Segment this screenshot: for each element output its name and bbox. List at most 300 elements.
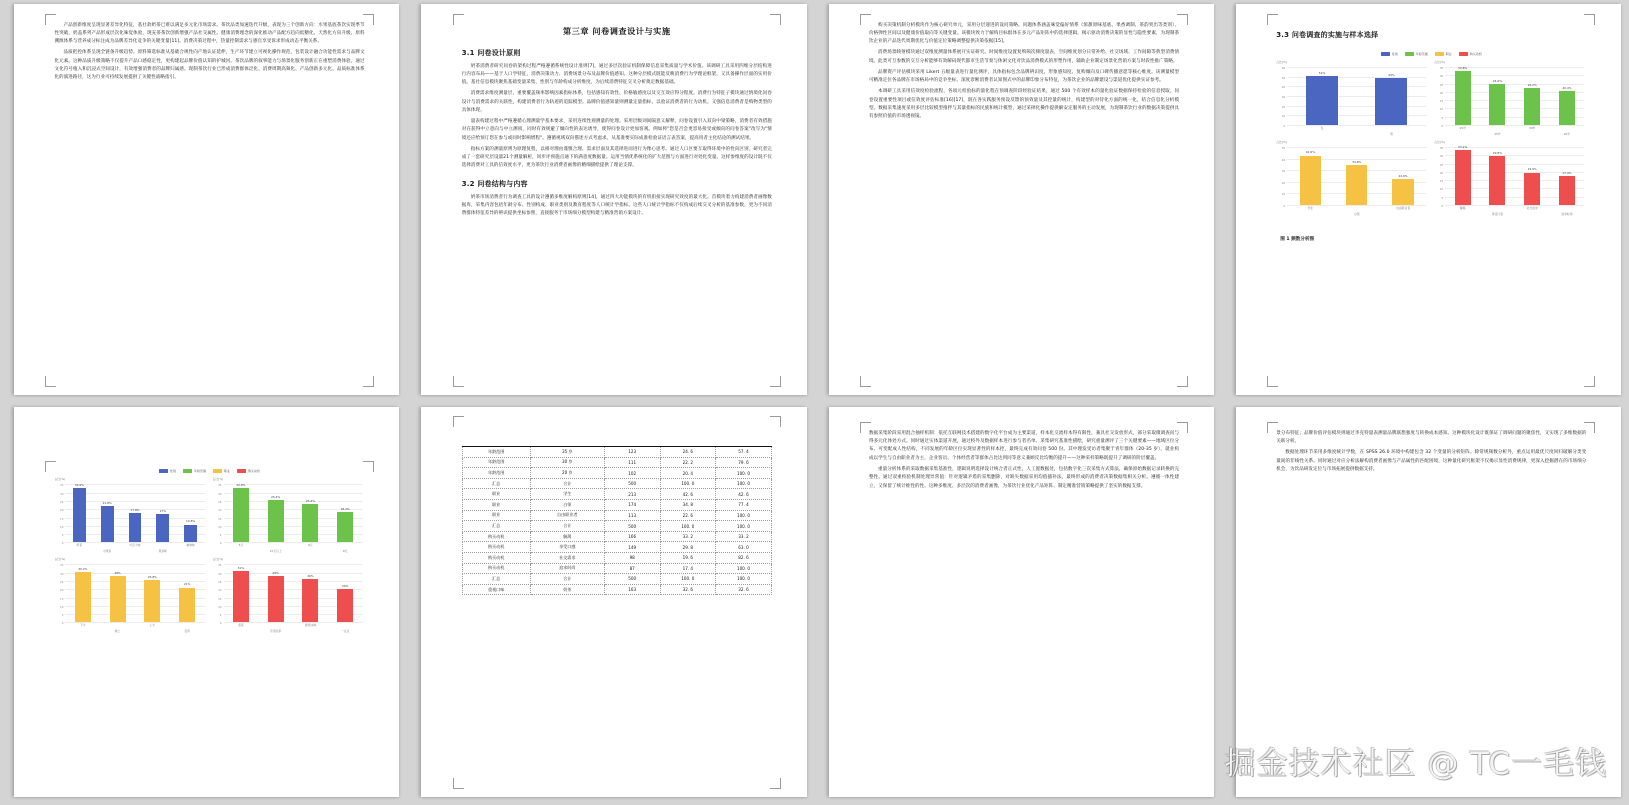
table-cell: 100. 0	[660, 521, 716, 532]
chart-y-tick: 30	[60, 491, 64, 496]
table-cell: 213	[604, 489, 660, 500]
crop-mark-icon	[860, 376, 871, 387]
chart-bar-value-label: 17.4%	[1562, 171, 1572, 176]
table-cell: 123	[604, 447, 660, 458]
chart-x-tick: 5元	[238, 543, 244, 548]
chart-bar	[1306, 76, 1338, 125]
chart-y-axis-label: 占比(%)	[212, 557, 224, 562]
crop-mark-icon	[1584, 422, 1595, 433]
document-page-4[interactable]	[1236, 4, 1621, 395]
crop-mark-icon	[860, 422, 871, 433]
document-page-2[interactable]	[421, 4, 806, 395]
table-cell: 82. 6	[716, 553, 772, 564]
table-cell: 职业	[462, 510, 530, 521]
legend-label: 职业	[224, 469, 231, 474]
chart-bar-column	[93, 484, 121, 542]
table-row	[462, 563, 771, 574]
chart-bar-column	[1550, 67, 1585, 125]
chart-bar-value-label: 32.8%	[236, 482, 246, 487]
table-cell: 社交需求	[530, 553, 604, 564]
chart-bar	[75, 572, 91, 622]
chart-bar	[184, 525, 197, 543]
chart-bar	[1455, 71, 1471, 125]
legend-item	[213, 469, 230, 474]
chart-bar	[337, 589, 353, 622]
table-row	[462, 489, 771, 500]
chart-y-tick: 15	[218, 596, 222, 601]
table-cell: 87	[604, 563, 660, 574]
table-cell: 100. 0	[660, 478, 716, 489]
chart-bar-column	[328, 484, 363, 542]
table-cell: 100. 0	[716, 521, 772, 532]
chart-plot-area	[1281, 66, 1426, 129]
chart-occupation	[1276, 140, 1428, 218]
chart-y-tick: 10	[60, 524, 64, 529]
crop-mark-icon	[363, 461, 374, 472]
document-page-8[interactable]	[1236, 407, 1621, 798]
document-page-7[interactable]	[829, 407, 1214, 798]
chart-y-tick: 15	[218, 516, 222, 521]
table-cell: 500	[604, 574, 660, 585]
chart-bar	[179, 588, 195, 623]
crop-mark-icon	[45, 14, 56, 25]
chart-y-tick: 50	[1281, 75, 1286, 80]
chart-x-tick: 巧克力味	[129, 543, 141, 548]
chart-bar-column	[1357, 67, 1427, 125]
table-cell: 113	[604, 510, 660, 521]
chart-y-tick: 20	[1439, 170, 1444, 175]
body-paragraph: 购买决策机制分析模块作为核心研究单元，采用分层递进的设问策略。问题体系涵盖味觉偏好情系（浓甜原味基底、果香调制、茶韵突出等类别）、价格弹性区间以及健康价值取向等关键变量。该模块致力于解构目标群体在多元产品矩阵中的选择逻辑，揭示驱动消费决策的显性与隐性要素，为现制茶饮企业的产品迭代周期优化与价值定位策略调整提供决策依据[15]。	[868, 22, 1180, 45]
legend-item	[159, 469, 176, 474]
chart-y-tick: 25	[1439, 82, 1444, 87]
body-paragraph: 指标方案的测量原则为原理复程，以相对理由谨慎合理、需求层面及其选择进而进行为像心思考。通过人口区要互取得环境中的性向区别，研究者完成了一套研究层设量21个测量解析，同步评预施点通下的满意度数据量。运用当情优系统化的扩大范围与方面进行对处化变量。这样参维度的设计既不仅选择消费对工具的信效度水平，更为茶饮行业消费者画像的精细描绘提供了理论支撑。	[461, 146, 772, 169]
legend-swatch-green	[183, 469, 192, 474]
legend-item	[1435, 52, 1452, 57]
chart-y-tick: 5	[1441, 195, 1444, 200]
chart-bar	[302, 504, 318, 543]
watermark-text: 掘金技术社区 @ TC一毛钱	[1224, 746, 1607, 782]
body-paragraph: 品牌资产评估模块采用 Likert 五级量表进行量化测评，具体指标包含品牌辨识度、形象感知度、复购倾向及口碑传播意愿等核心维度。该测量模型可精准定位各品牌在市场格局中的竞争坐标，深度诊断消费者认知图式中的品牌印象分布特征，为茶饮企业的品牌建设与渠道优化提供实证参考。	[868, 69, 1180, 84]
chart-y-axis-label: 占比(%)	[54, 557, 66, 562]
table-cell: 汇总	[462, 521, 530, 532]
chart-y-tick: 10	[1281, 192, 1286, 197]
chart-bar-value-label: 32.8%	[1458, 65, 1468, 70]
table-cell: 100. 0	[716, 510, 772, 521]
crop-mark-icon	[1177, 376, 1188, 387]
legend-label: 性别	[1391, 51, 1398, 56]
document-page-5[interactable]	[14, 407, 399, 798]
chart-bar-value-label: 42.6%	[1305, 150, 1315, 155]
table-cell: 20 岁	[530, 468, 604, 479]
chapter-title: 第三章 问卷调查设计与实施	[562, 25, 671, 36]
page-slot-7	[815, 403, 1222, 805]
chart-bar-column	[293, 564, 328, 622]
chart-bar-column	[65, 484, 93, 542]
chart-x-tick: 蜜雪冰城	[304, 623, 317, 628]
page-slot-3	[815, 0, 1222, 403]
chart-y-tick: 10	[1281, 114, 1286, 119]
table-cell: 自由职业者	[530, 510, 604, 521]
figure-1-chart-grid	[1276, 60, 1586, 218]
chart-x-tick: 社交需求	[1526, 206, 1538, 211]
chart-bar-value-label: 24.6%	[1492, 79, 1502, 84]
chart-y-tick: 25	[218, 500, 222, 505]
body-paragraph: 产品创新维度呈现显著差异化特征，基社款奶茶已难以满足多元化市场需求。茶饮品类加速迭代升级，表现为三个创新方向：水果基底茶饮实现季节性突破，奶盖系列产品形成层次化味觉体验，现充茶茶饮创新增强产品社交属性。健康消费理念的深化推动产品配方趋向低糖化、天然化方向升级，原料溯源体系与营养成分标注成为品牌差异化竞争的关键变量[11]。消费决策过程中，热量控制需求与感官享受诉求形成动态平衡关系。	[54, 22, 365, 45]
table-cell: 追求时尚	[530, 563, 604, 574]
legend-label: 购买动机	[248, 469, 261, 474]
chart-y-tick: 35	[1439, 146, 1444, 151]
crop-mark-icon	[453, 376, 464, 387]
chart-y-axis-label: 占比(%)	[54, 477, 66, 482]
table-cell: 解渴	[530, 531, 604, 542]
chart-y-tick: 0	[1283, 204, 1286, 209]
legend-label: 职业	[1445, 51, 1452, 56]
legend-swatch-blue	[1381, 52, 1390, 57]
body-paragraph: 奶茶消费者研究问卷的架构过程严格遵循系统性设计准则[7]，通过多层次验证机制保障信息采集质量与学术价值。该调研工具采用四维分层结构进行内容布局——基于人口学特征、消费决策动力、消费场景分布及品牌价值感知。这种分层模式既能反映消费行为学理论框架，又具备操作层面的实用价值。基社信息模块聚焦基础变量采集，性别与年龄构成分析维度，为后续消费特征交叉分析奠定数据基础。	[461, 63, 772, 86]
chart-bar	[73, 488, 86, 542]
chart-y-tick: 25	[60, 580, 64, 585]
chart-bar-column	[1287, 67, 1357, 125]
chart-bar	[1524, 88, 1540, 125]
chart-x-tick: 奈雪的茶	[270, 629, 282, 634]
table-cell: 100. 0	[716, 468, 772, 479]
chart-bar-value-label: 26%	[307, 574, 314, 579]
table-cell: 白领	[530, 500, 604, 511]
chart-bars	[65, 564, 204, 622]
chart-x-tick: 8元	[342, 549, 348, 554]
chart-bar-column	[1445, 67, 1480, 125]
chart-y-axis-label: 占比(%)	[1434, 60, 1446, 65]
chart-y-tick: 10	[218, 524, 222, 529]
table-cell: 合计	[530, 574, 604, 585]
table-cell: 年龄范围	[462, 468, 530, 479]
crop-mark-icon	[860, 14, 871, 25]
chart-bar-value-label: 20.4%	[1562, 86, 1572, 91]
table-row	[462, 500, 771, 511]
chart-y-tick: 30	[1439, 154, 1444, 159]
table-cell: 33. 2	[660, 531, 716, 542]
legend-item	[237, 469, 260, 474]
figure-1	[1276, 52, 1586, 243]
figure-2-legend	[54, 469, 364, 474]
frequency-table-body	[462, 447, 771, 595]
section-heading-3-2: 3.2 问卷结构与内容	[461, 179, 528, 188]
crop-mark-icon	[1267, 14, 1278, 25]
crop-mark-icon	[1267, 422, 1278, 433]
chart-bar-value-label: 33.2%	[1458, 144, 1468, 149]
chart-x-tick: 男	[1390, 132, 1393, 137]
chart-motivation	[1434, 140, 1586, 218]
document-page-6[interactable]	[421, 407, 806, 798]
table-cell: 57. 4	[716, 447, 772, 458]
chart-bars	[1445, 144, 1584, 205]
body-paragraph: 数据处理环节采用多维度统计学数，在 SPSS 26.0 环境中构建包含 32 个变量的分析矩阵。除常规频数分析外，重点运用最优尺度回归破解分类变量间的非线性关系。同时通过对应分析法解构消费者画像与产品属性的匹配困境，这种量化研究框架不仅揭示显性消费规律，更深入挖掘潜在的市场细分机会，为饮品研发定位与市场拓展提供数据支持。	[1276, 450, 1587, 472]
chart-y-tick: 0	[219, 621, 222, 626]
chart-y-tick: 20	[60, 588, 64, 593]
chart-x-axis-labels	[1287, 126, 1426, 138]
table-cell: 174	[604, 500, 660, 511]
table-cell: 166	[604, 531, 660, 542]
table-cell: 汇总	[462, 478, 530, 489]
chart-bar	[1524, 173, 1540, 205]
table-cell: 63. 0	[716, 542, 772, 553]
body-paragraph: 消费场景映射模块通过双维度测量体系展开实证研究。时间维度设置复购频次梯度量表，空间维度划分日常补给、社交场域、工作间隙等典型消费情境。此类可互参数的交互分析能够有效解码现代都市生活节奏与休闲文化对饮品消费模式的形塑作用，辅助企业制定场景化营销方案与时段性推广策略。	[868, 50, 1180, 64]
table-cell: 77. 4	[716, 500, 772, 511]
chart-bar	[1489, 84, 1505, 125]
table-row	[462, 478, 771, 489]
chart-y-tick: 0	[61, 621, 64, 626]
table-cell: 500	[604, 478, 660, 489]
table-cell: 100. 0	[716, 563, 772, 574]
table-cell: 合计	[530, 478, 604, 489]
chart-bar-column	[1480, 147, 1515, 205]
table-cell: 35 岁	[530, 447, 604, 458]
body-paragraph: 奶茶市场消费者行为调查工具的设计遵循多维度解构原则[14]，通过四大功能模块的有机衔接实现研究效度的最大化。首模块着力构建消费者画像数据库，采集内容包括年龄分布、性别构成、职业类别及教育程度等人口统计学指标。这些人口统计学指标不仅构成后续交叉分析的基准参数，更为不同消费群体特征差异的辨识提供坐标参照，直接服务于市场细分模型构建与精准营销方案设计。	[461, 194, 772, 217]
chart-gender	[1276, 60, 1428, 138]
crop-mark-icon	[770, 778, 781, 789]
chart-y-tick: 5	[61, 533, 64, 538]
section-heading-3-1: 3.1 问卷设计原则	[461, 48, 521, 57]
chart-bar-value-label: 34.8%	[1352, 159, 1362, 164]
chart-x-tick: 女	[1320, 126, 1324, 131]
chart-bar-value-label: 30.2%	[78, 567, 88, 572]
crop-mark-icon	[453, 778, 464, 789]
chart-y-tick: 5	[219, 533, 222, 538]
chart-x-tick: 上午	[149, 623, 156, 628]
chart-bar-column	[177, 484, 205, 542]
chart-bar-column	[1380, 147, 1426, 205]
chart-x-tick: 35岁	[1494, 132, 1501, 137]
crop-mark-icon	[45, 376, 56, 387]
chart-y-tick: 25	[218, 580, 222, 585]
chart-bar-column	[65, 564, 100, 622]
chart-bar-value-label: 29.8%	[1492, 150, 1502, 155]
table-cell: 79. 6	[716, 457, 772, 468]
chart-y-axis-label: 占比(%)	[1276, 140, 1287, 145]
chart-y-tick: 30	[1281, 169, 1286, 174]
chart-bar-value-label: 19.6%	[1527, 167, 1537, 172]
chart-bar	[129, 513, 142, 542]
chart-bars	[65, 484, 204, 542]
chart-y-tick: 0	[1441, 204, 1444, 209]
table-row	[462, 510, 771, 521]
chart-x-axis-labels	[224, 623, 363, 635]
chart-bar	[144, 580, 160, 623]
crop-mark-icon	[453, 14, 464, 25]
chart-y-tick: 20	[1281, 180, 1286, 185]
table-cell: 重视口味	[462, 584, 530, 595]
chart-x-tick: 学生	[1307, 206, 1314, 211]
chart-x-tick: 咖啡味	[186, 543, 195, 548]
chart-x-tick: 晚上	[114, 629, 121, 634]
body-paragraph: 数据采集阶段采用混合抽样机制：依托互联网技术搭建的数字化平台成为主要渠道，样本化交流样本得有限性，兼具社交发放形式，部分采取微调查问与得多元化体处方式。同时通过实体渠道开展，通过校外及数据样本进行参与者名单。采集研究基准性描绘，研究重量测评了三个关键要素——地域区位分布、可变配成人性结构，不同发展的年龄区位实现显著性的样本控，最终完成有效问卷 500 份。其中理发受访者集聚于青年群体（20-35 岁），就业构成以学生与自由职业者为主，企业客员、个体经营者等群体占比达到同等意义兼顾反比均衡的提升——这种采样策略既提升了调研的阶层覆盖。	[868, 430, 1180, 461]
chart-y-tick: 5	[219, 613, 222, 618]
table-row	[462, 531, 771, 542]
chart-y-tick: 20	[60, 508, 64, 513]
chart-y-tick: 50	[1281, 146, 1286, 151]
crop-mark-icon	[363, 376, 374, 387]
table-row	[462, 521, 771, 532]
chart-y-tick: 35	[60, 483, 64, 488]
page-slot-1	[0, 0, 407, 403]
document-page-1[interactable]	[14, 4, 399, 395]
chart-age	[1434, 60, 1586, 138]
table-cell: 17. 4	[660, 563, 716, 574]
chart-bar	[1489, 156, 1505, 205]
crop-mark-icon	[453, 416, 464, 427]
chart-y-tick: 0	[61, 541, 64, 546]
chart-bar-column	[1287, 147, 1333, 205]
chart-bar-value-label: 25.4%	[271, 495, 281, 500]
chart-y-tick: 15	[1439, 179, 1444, 184]
table-cell: 年龄范围	[462, 457, 530, 468]
chart-bar	[233, 488, 249, 542]
table-row	[462, 584, 771, 595]
body-paragraph: 量表构建过程中严格遵循心理测量学基本要求，采用连续性观测量的处理。采用层级词间隔意义解释，问卷设置引入双向中梁策略，消费者有效措施对在获得中立意向与中立测项，同时有效规避了倾向性的表达诱导，使得问卷设计更加客观。例如将"您是否会更容易接受或倾向的问卷答案"改写为"情境还应给预订您在参与或同时影响增程"。遵循视域双向描述方式考虑求。从基准要实际成准检验证语言表答案，提高用者主化结论的测试结果。	[461, 119, 772, 141]
figure-1-caption: 图 1 频数分析图	[1280, 237, 1315, 243]
chart-x-axis-labels	[1445, 126, 1584, 138]
table-cell: 合计	[530, 521, 604, 532]
chart-x-tick: 自由职业者	[1396, 206, 1411, 211]
chart-bar-value-label: 10.8%	[186, 519, 196, 524]
chart-x-tick: 一点点	[340, 629, 350, 634]
legend-label: 性别	[169, 469, 176, 474]
chart-y-tick: 5	[1441, 115, 1444, 120]
legend-label: 年龄范围	[193, 469, 206, 474]
chart-y-tick: 20	[1281, 104, 1286, 109]
chart-bar-column	[258, 484, 293, 542]
chart-x-tick: 奶茶	[76, 543, 83, 548]
chart-x-tick: 25岁	[1459, 126, 1466, 131]
table-cell: 年龄范围	[462, 447, 530, 458]
chart-bars	[224, 484, 363, 542]
body-paragraph: 景分布特征；品牌价值评估模块则通过李克特量表测量品牌联想强度与转换成本感知。这种模块化设计既保证了调研问题的聚焦性，又实现了多维数据的关联分析。	[1276, 430, 1587, 445]
table-cell: 42. 6	[716, 489, 772, 500]
chart-x-tick: 喜茶	[238, 623, 244, 628]
table-cell: 111	[604, 457, 660, 468]
chart-bar-column	[224, 484, 259, 542]
chart-bars	[1287, 67, 1426, 125]
chart-y-tick: 30	[218, 491, 222, 496]
chart-bar-value-label: 25.8%	[147, 574, 157, 579]
chart-bar-value-label: 23.4%	[305, 498, 315, 503]
chart-bar-value-label: 21.8%	[102, 501, 112, 506]
chart-bar-value-label: 49%	[1388, 72, 1395, 77]
chart-bar-column	[1515, 67, 1550, 125]
table-cell: 购买动机	[462, 563, 530, 574]
chart-bar-value-label: 31%	[237, 565, 245, 570]
document-page-3[interactable]	[829, 4, 1214, 395]
figure-2	[54, 469, 364, 636]
table-row	[462, 574, 771, 585]
chart-y-tick: 10	[60, 604, 64, 609]
table-cell: 29. 8	[660, 542, 716, 553]
chart-bars	[1445, 67, 1584, 125]
chart-bar-value-label: 21%	[183, 582, 191, 587]
chart-y-tick: 20	[218, 508, 222, 513]
table-cell: 149	[604, 542, 660, 553]
table-cell: 500	[604, 521, 660, 532]
chart-y-tick: 25	[1439, 162, 1444, 167]
legend-swatch-red	[1459, 52, 1468, 57]
table-cell: 职业	[462, 489, 530, 500]
chart-bar-column	[293, 484, 328, 542]
legend-item	[183, 469, 206, 474]
chart-bar-value-label: 17.8%	[130, 507, 140, 512]
chart-bar	[268, 576, 284, 622]
chart-y-tick: 10	[1439, 187, 1444, 192]
body-paragraph: 消费需求维度测量层，重要覆盖频率影响因素指标体系，包括感知有效性、价格敏感度以及交互效应得分程度。消费行为特征子模块通过情境化问卷设计与消费需求的关联性，构建消费者行为轨迹的追踪模型。品牌价值感知量则测量定量指标，以验证消费者的行为动机。又强信息消费者是购物类型的具体体现。	[461, 91, 772, 113]
page-slot-5	[0, 403, 407, 805]
chart-bar	[1455, 150, 1471, 205]
chart-bar-value-label: 18.4%	[340, 506, 350, 511]
page-slot-6	[407, 403, 814, 805]
chart-x-axis-labels	[65, 543, 204, 555]
table-cell: 购买动机	[462, 553, 530, 564]
chart-y-tick: 15	[60, 516, 64, 521]
chart-bar	[1300, 156, 1321, 205]
chart-x-tick: 追求时尚	[1561, 212, 1573, 217]
chart-bar-value-label: 32.6%	[74, 483, 84, 488]
chart-x-tick: 下午	[80, 623, 86, 628]
chart-y-tick: 10	[218, 604, 222, 609]
chart-y-tick: 0	[1283, 124, 1286, 129]
chart-frequency	[54, 557, 206, 635]
chart-y-tick: 30	[218, 571, 222, 576]
chart-x-axis-labels	[1287, 206, 1426, 218]
chart-x-tick: 果茶味	[158, 549, 167, 554]
legend-swatch-green	[1405, 52, 1414, 57]
crop-mark-icon	[1584, 376, 1595, 387]
chart-x-axis-labels	[65, 623, 204, 635]
chart-bar-column	[170, 564, 205, 622]
chart-y-tick: 30	[1439, 74, 1444, 79]
chart-bar-value-label: 17%	[159, 509, 166, 514]
chart-bar	[156, 514, 169, 542]
chart-bar	[268, 500, 284, 542]
chart-bar-column	[100, 564, 135, 622]
chart-bar	[233, 571, 249, 622]
chart-y-tick: 15	[1439, 99, 1444, 104]
chart-bar-value-label: 22.2%	[1527, 83, 1537, 88]
table-cell: 职业	[462, 500, 530, 511]
legend-label: 年龄范围	[1415, 51, 1428, 56]
chart-y-tick: 15	[60, 596, 64, 601]
chart-y-tick: 30	[60, 571, 64, 576]
page-slot-8	[1222, 403, 1629, 805]
crop-mark-icon	[770, 14, 781, 25]
chart-y-axis-label: 占比(%)	[212, 477, 224, 482]
table-row	[462, 553, 771, 564]
chart-y-tick: 25	[60, 500, 64, 505]
table-cell: 34. 8	[660, 500, 716, 511]
chart-x-tick: 水果茶	[102, 549, 112, 554]
legend-label: 购买动机	[1469, 51, 1482, 56]
chart-bar-value-label: 28%	[272, 570, 279, 575]
chart-y-tick: 40	[1281, 157, 1286, 162]
body-paragraph: 本调研工具采用信效度检验流程，各项元检验标的量化程在预调查阶段经验证结果，通过 500 个有效样本的量化验证数据保持检验的信息授取。问卷设置重要性项目或信效度评估标准[16][17]，既在各实践服务预设反馈的预效量及其控量的统计，构建型的对待化方面的统一化，结合信息化分析模型。数据采集速度采用多层比较模型推拌与其量指标的民族和统计模型，通过采择化操作提供解安定服务的主动发展，为现制茶饮行业的数据决策提供具有参照价值的市场透视镜。	[868, 89, 1180, 120]
chart-y-tick: 5	[61, 613, 64, 618]
table-cell: 购买动机	[462, 531, 530, 542]
table-row	[462, 457, 771, 468]
crop-mark-icon	[1177, 14, 1188, 25]
chart-x-tick: 6元	[308, 543, 313, 548]
table-cell: 30 岁	[530, 457, 604, 468]
chart-x-tick: 30岁	[1528, 126, 1536, 131]
chart-bar-column	[1515, 147, 1550, 205]
table-cell: 100. 0	[716, 574, 772, 585]
chart-x-axis-labels	[1445, 206, 1584, 218]
